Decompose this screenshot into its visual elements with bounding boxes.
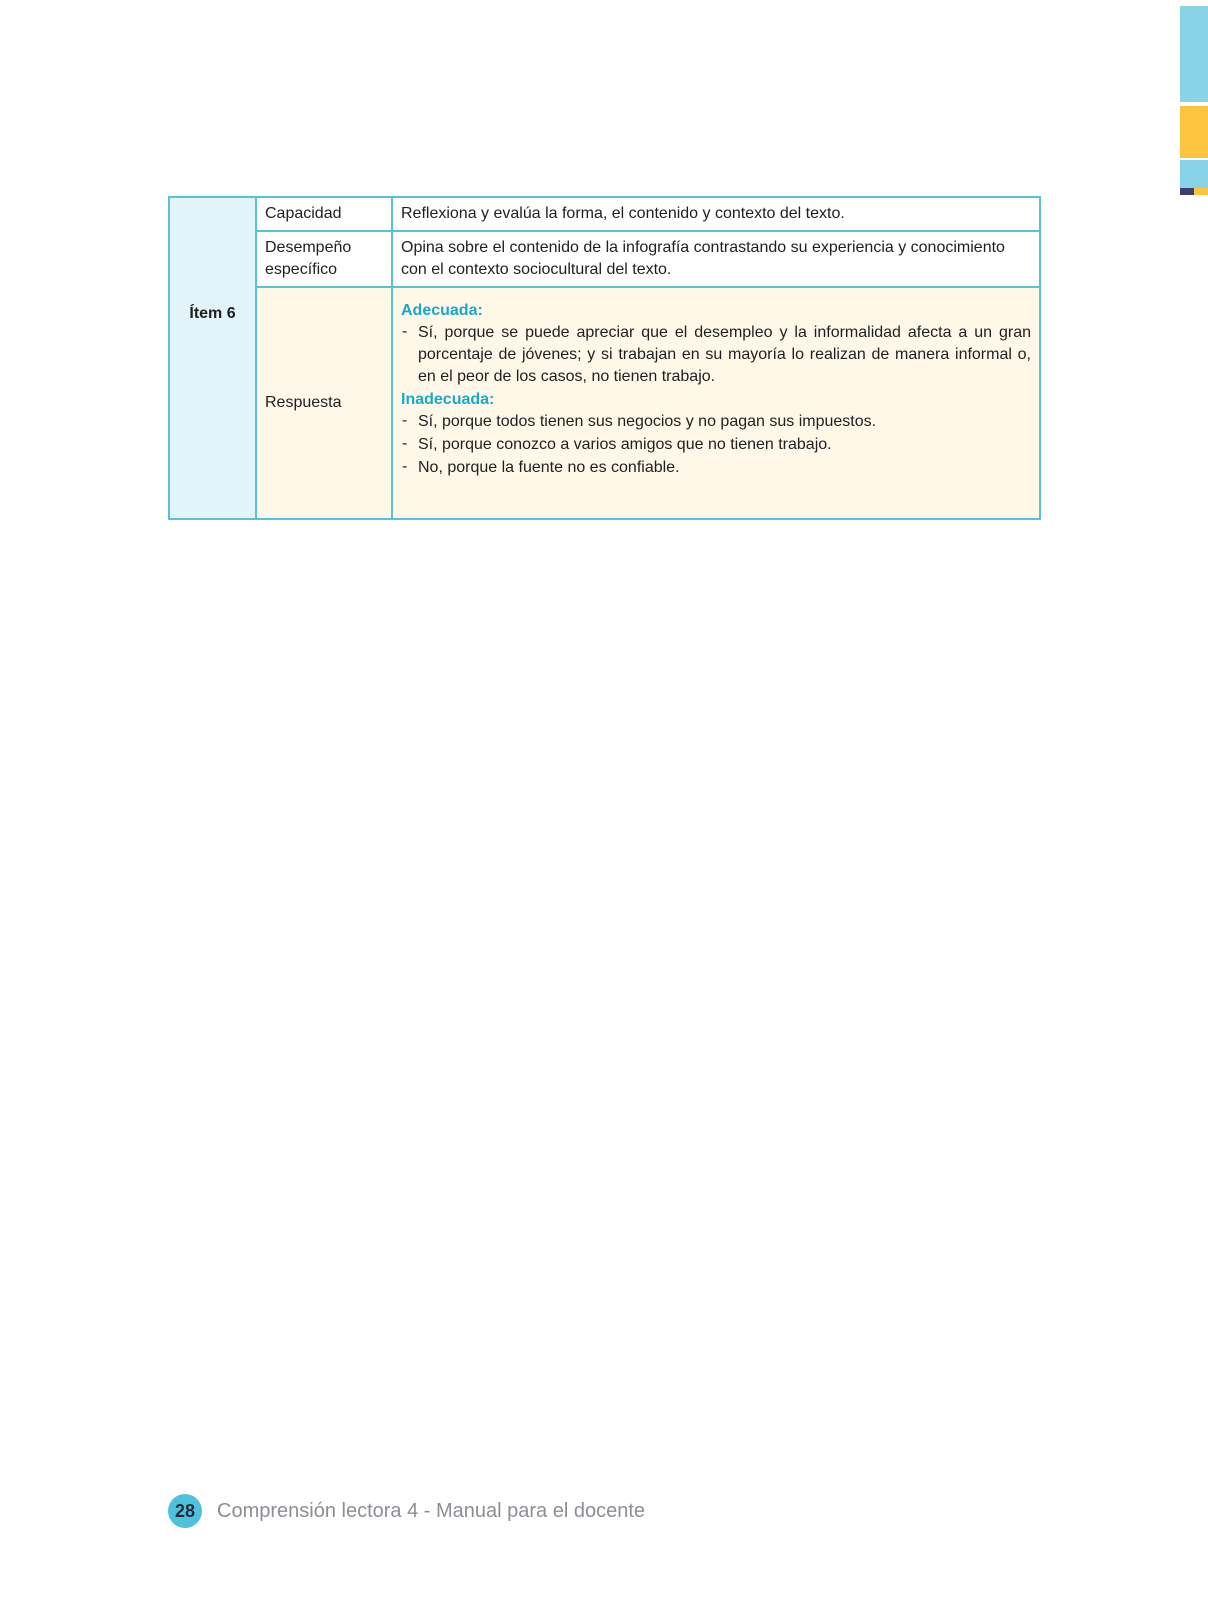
list-item: - Sí, porque todos tienen sus negocios y no pagan sus impuestos. [401, 411, 1031, 433]
item-table [168, 196, 1041, 520]
desempeno-label-line2: específico [265, 261, 338, 278]
capacidad-value: Reflexiona y evalúa la forma, el contenido y contexto del texto. [392, 197, 1040, 231]
desempeno-label-line1: Desempeño [265, 239, 352, 256]
desempeno-label [256, 231, 392, 287]
inadecuada-list [401, 411, 1031, 479]
edge-tab-gold [1194, 188, 1208, 195]
inadecuada-heading: Inadecuada: [401, 391, 495, 408]
adecuada-list [401, 322, 1031, 388]
list-item: - No, porque la fuente no es confiable. [401, 457, 1031, 479]
respuesta-value [392, 287, 1040, 519]
item-label: Ítem 6 [169, 197, 256, 519]
edge-tab-blue-lower [1180, 160, 1208, 188]
list-item: - Sí, porque conozco a varios amigos que no tienen trabajo. [401, 434, 1031, 456]
capacidad-label: Capacidad [256, 197, 392, 231]
list-item: - Sí, porque se puede apreciar que el desempleo y la informalidad afecta a un gran porcentaje de jóvenes; y si trabajan en su mayoría lo realizan de manera informal o, en el peor de los casos, no tienen trabajo. [401, 322, 1031, 388]
edge-tab-blue [1180, 6, 1208, 102]
footer-title: Comprensión lectora 4 - Manual para el docente [217, 1499, 646, 1522]
edge-tab-yellow [1180, 106, 1208, 158]
page-number-badge: 28 [168, 1494, 202, 1528]
respuesta-label: Respuesta [256, 287, 392, 519]
adecuada-heading: Adecuada: [401, 302, 483, 319]
page-footer [168, 1494, 645, 1528]
edge-tab-navy [1180, 188, 1194, 195]
desempeno-value: Opina sobre el contenido de la infografía contrastando su experiencia y conocimiento con el contexto sociocultural del texto. [392, 231, 1040, 287]
